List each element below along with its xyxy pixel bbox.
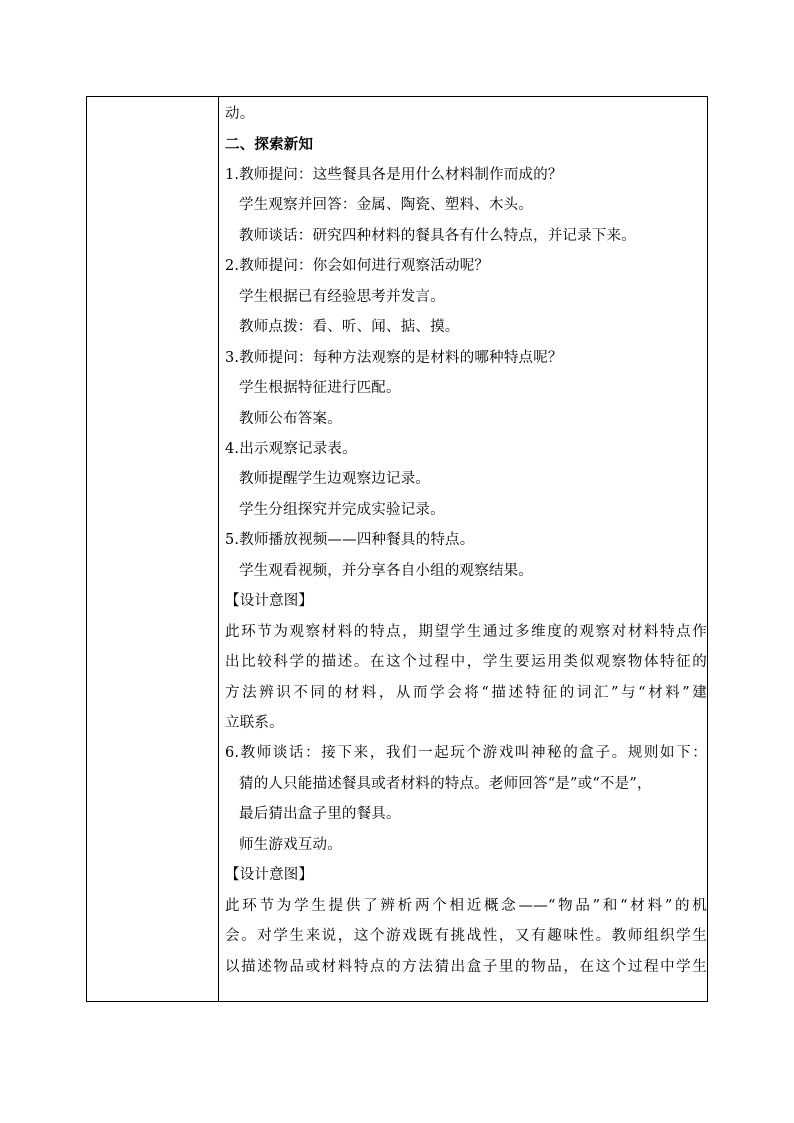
text-line: 此环节为观察材料的特点，期望学生通过多维度的观察对材料特点作	[225, 623, 707, 640]
text-line: 学生观看视频，并分享各自小组的观察结果。	[239, 562, 533, 579]
table-left-column	[87, 97, 219, 1001]
text-line: 以描述物品或材料特点的方法猜出盒子里的物品，在这个过程中学生	[225, 958, 707, 975]
text-line: 教师提醒学生边观察边记录。	[239, 471, 431, 488]
text-line: 方法辨识不同的材料，从而学会将“描述特征的词汇”与“材料”建	[225, 684, 707, 701]
text-line: 最后猜出盒子里的餐具。	[239, 806, 401, 823]
text-line: 【设计意图】	[225, 867, 314, 884]
text-line: 5.教师播放视频——四种餐具的特点。	[225, 532, 475, 549]
text-line: 教师点拨：看、听、闻、掂、摸。	[239, 319, 460, 336]
text-line: 1.教师提问：这些餐具各是用什么材料制作而成的？	[225, 166, 563, 183]
text-line: 6.教师谈话：接下来，我们一起玩个游戏叫神秘的盒子。规则如下：	[225, 745, 707, 762]
text-line: 教师谈话：研究四种材料的餐具各有什么特点，并记录下来。	[239, 227, 636, 244]
text-line: 师生游戏互动。	[239, 836, 342, 853]
text-line: 2.教师提问：你会如何进行观察活动呢？	[225, 258, 490, 275]
lesson-table	[86, 96, 708, 1002]
text-line: 教师公布答案。	[239, 410, 342, 427]
text-line: 猜的人只能描述餐具或者材料的特点。老师回答“是”或“不是”，	[239, 775, 652, 792]
section-heading: 二、探索新知	[225, 136, 314, 154]
text-line: 学生分组探究并完成实验记录。	[239, 501, 445, 518]
text-line: 学生根据已有经验思考并发言。	[239, 288, 445, 305]
text-line: 会。对学生来说，这个游戏既有挑战性，又有趣味性。教师组织学生	[225, 928, 707, 945]
text-line: 3.教师提问：每种方法观察的是材料的哪种特点呢？	[225, 349, 563, 366]
text-line: 此环节为学生提供了辨析两个相近概念——“物品”和“材料”的机	[225, 897, 707, 914]
text-line: 立联系。	[225, 715, 284, 731]
text-line: 学生观察并回答：金属、陶瓷、塑料、木头。	[239, 197, 533, 214]
text-line: 出比较科学的描述。在这个过程中，学生要运用类似观察物体特征的	[225, 654, 707, 671]
text-line: 【设计意图】	[225, 593, 314, 610]
text-line: 4.出示观察记录表。	[225, 440, 357, 457]
text-line: 动。	[225, 106, 255, 122]
text-line: 学生根据特征进行匹配。	[239, 380, 401, 397]
